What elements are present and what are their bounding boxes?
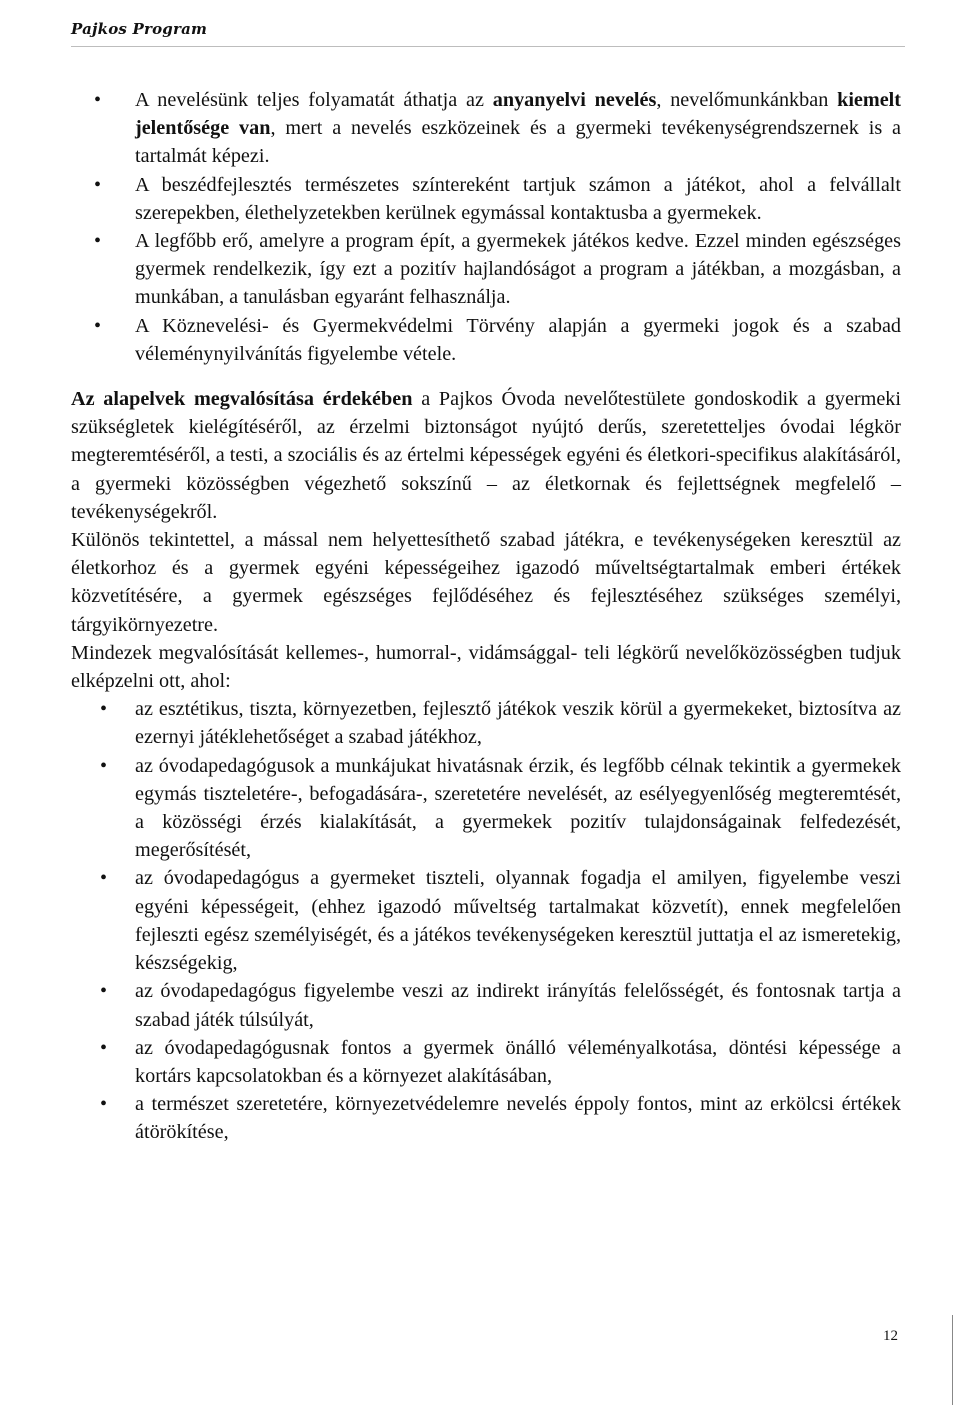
list-item: • A legfőbb erő, amelyre a program épít, a gyermekek játékos kedve. Ezzel minden egészséges gyermek rendelkezik, így ezt a pozitív hajlandóságot a program a játékban, a mozgásban, a munkában, a tanulásban egyaránt felhasználja. <box>71 227 901 312</box>
list-item: • az óvodapedagógusok a munkájukat hivatásnak érzik, és legfőbb célnak tekintik a gyermekek egymás tiszteletére-, befogadására-, szeretetére nevelését, az esélyegyenlőség megteremtését, a közösségi érzés kialakítását, a gyermekek pozitív tulajdonságainak felfedezését, megerősítését, <box>71 752 901 865</box>
bold-term: anyanyelvi nevelés <box>492 89 657 111</box>
list-item: • az óvodapedagógus a gyermeket tiszteli, olyannak fogadja el amilyen, figyelembe veszi egyéni képességeit, (ehhez igazodó műveltség tartalmakat közvetít), ennek megfelelően fejleszti egész személyiségét, és a játékos tevékenységeken keresztül juttatja el az ismeretekig, készségekig, <box>71 864 901 977</box>
page-edge-rule <box>952 1315 953 1405</box>
top-bullet-list <box>71 86 901 368</box>
list-item: • az óvodapedagógusnak fontos a gyermek önálló véleményalkotása, döntési képessége a kortárs kapcsolatokban és a környezet alakításában, <box>71 1034 901 1090</box>
list-item: • A nevelésünk teljes folyamatát áthatja az anyanyelvi nevelés, nevelőmunkánkban kiemelt jelentősége van, mert a nevelés eszközeinek és a gyermeki tevékenységrendszernek is a tartalmát képezi. <box>71 86 901 171</box>
list-item: • az óvodapedagógus figyelembe veszi az indirekt irányítás felelősségét, és fontosnak tartja a szabad játék túlsúlyát, <box>71 977 901 1033</box>
special-attention-paragraph: Különös tekintettel, a mással nem helyettesíthető szabad játékra, e tevékenységeken keresztül az életkorhoz és a gyermek egyéni képességeihez igazodó műveltségtartalmak emberi értékek közvetítésére, a gyermek egészséges fejlődéséhez és fejlesztéséhez szükséges személyi, tárgyikörnyezetre. <box>71 529 901 636</box>
bold-term: kiemelt jelentősége van <box>135 89 901 140</box>
bottom-bullet-list <box>71 695 901 1146</box>
header-divider <box>71 46 905 47</box>
page-number: 12 <box>883 1328 898 1344</box>
principles-paragraph: Az alapelvek megvalósítása érdekében a Pajkos Óvoda nevelőtestülete gondoskodik a gyermeki szükségletek kielégítéséről, az érzelmi biztonságot nyújtó derűs, szeretetteljes óvodai légkör megteremtéséről, a testi, a szociális és az értelmi képességek egyéni és életkori-specifikus alakításáról, a gyermeki közösségben végezhető sokszínű – az életkornak és fejlettségnek megfelelő – tevékenységekről. <box>71 388 901 523</box>
list-item: • az esztétikus, tiszta, környezetben, fejlesztő játékok veszik körül a gyermekeket, biztosítva az ezernyi játéklehetőséget a szabad játékhoz, <box>71 695 901 751</box>
running-header: Pajkos Program <box>71 20 208 38</box>
intro-paragraph: Mindezek megvalósítását kellemes-, humorral-, vidámsággal- teli légkörű nevelőközösségben tudjuk elképzelni ott, ahol: <box>71 641 901 693</box>
list-item: • A Köznevelési- és Gyermekvédelmi Törvény alapján a gyermeki jogok és a szabad véleménynyilvánítás figyelembe vétele. <box>71 312 901 368</box>
list-item: • A beszédfejlesztés természetes színtereként tartjuk számon a játékot, ahol a felvállalt szerepekben, élethelyzetekben kerülnek egymással kontaktusba a gyermekek. <box>71 171 901 227</box>
bold-lead: Az alapelvek megvalósítása érdekében <box>71 388 413 411</box>
page-content <box>71 86 901 1147</box>
list-item: • a természet szeretetére, környezetvédelemre nevelés éppoly fontos, mint az erkölcsi értékek átörökítése, <box>71 1090 901 1146</box>
